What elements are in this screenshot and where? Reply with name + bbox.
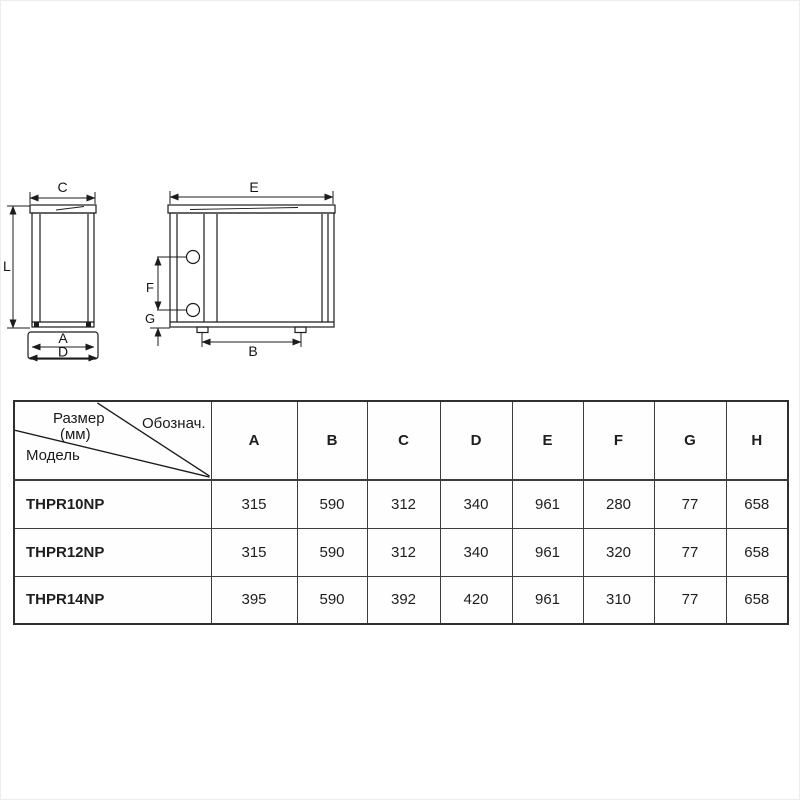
value-cell: 590 — [297, 528, 367, 576]
value-cell: 77 — [654, 480, 726, 528]
value-cell: 310 — [583, 576, 654, 624]
dim-D — [29, 344, 97, 360]
model-cell: THPR14NP — [14, 576, 211, 624]
value-cell: 961 — [512, 576, 583, 624]
dim-label-b: B — [248, 343, 258, 359]
front-panel-lines — [170, 214, 334, 322]
value-cell: 961 — [512, 528, 583, 576]
value-cell: 312 — [367, 480, 440, 528]
table-row — [14, 528, 788, 576]
column-header-b: B — [297, 401, 367, 480]
side-panel-lines — [32, 214, 94, 322]
pipe-port-bottom-circle — [187, 304, 200, 317]
value-cell: 395 — [211, 576, 297, 624]
value-cell: 320 — [583, 528, 654, 576]
corner-diagonal-lines — [15, 402, 211, 479]
dim-F — [146, 257, 186, 310]
column-header-f: F — [583, 401, 654, 480]
column-header-a: A — [211, 401, 297, 480]
value-cell: 658 — [726, 480, 788, 528]
dim-G — [145, 311, 170, 346]
dim-label-c: C — [57, 179, 68, 195]
value-cell: 420 — [440, 576, 512, 624]
corner-model-label: Модель — [26, 447, 80, 464]
header-row — [14, 401, 788, 480]
value-cell: 315 — [211, 528, 297, 576]
column-header-e: E — [512, 401, 583, 480]
dim-C — [30, 179, 95, 204]
value-cell: 340 — [440, 528, 512, 576]
value-cell: 961 — [512, 480, 583, 528]
table-row — [14, 480, 788, 528]
value-cell: 312 — [367, 528, 440, 576]
pipe-port-top-circle — [187, 251, 200, 264]
dim-label-a: A — [58, 330, 68, 346]
dim-label-l: L — [3, 258, 11, 274]
dim-label-e: E — [249, 179, 259, 195]
dim-B — [202, 333, 301, 359]
side-feet — [34, 322, 91, 327]
value-cell: 77 — [654, 528, 726, 576]
side-view — [3, 179, 98, 360]
dim-label-f: F — [146, 280, 154, 295]
dim-E — [170, 179, 333, 204]
value-cell: 658 — [726, 576, 788, 624]
table-corner-cell — [14, 401, 211, 480]
value-cell: 340 — [440, 480, 512, 528]
value-cell: 77 — [654, 576, 726, 624]
value-cell: 658 — [726, 528, 788, 576]
corner-designation-label: Обознач. — [142, 415, 206, 432]
dimensions-table — [13, 400, 789, 625]
value-cell: 590 — [297, 480, 367, 528]
dimension-drawing — [0, 0, 400, 380]
dim-label-g: G — [144, 311, 156, 326]
value-cell: 590 — [297, 576, 367, 624]
column-header-g: G — [654, 401, 726, 480]
front-view — [145, 179, 335, 359]
column-header-d: D — [440, 401, 512, 480]
value-cell: 280 — [583, 480, 654, 528]
front-feet — [197, 327, 306, 333]
column-header-c: C — [367, 401, 440, 480]
side-body — [32, 213, 94, 327]
value-cell: 392 — [367, 576, 440, 624]
model-cell: THPR12NP — [14, 528, 211, 576]
side-lid-seam — [56, 207, 84, 211]
value-cell: 315 — [211, 480, 297, 528]
column-header-h: H — [726, 401, 788, 480]
corner-size-label: Размер — [53, 410, 105, 427]
dim-label-d: D — [57, 343, 69, 360]
dim-L — [3, 206, 30, 328]
corner-unit-label: (мм) — [60, 426, 91, 443]
model-cell: THPR10NP — [14, 480, 211, 528]
front-lid-seam — [190, 208, 298, 210]
table-row — [14, 576, 788, 624]
front-body — [170, 213, 334, 327]
